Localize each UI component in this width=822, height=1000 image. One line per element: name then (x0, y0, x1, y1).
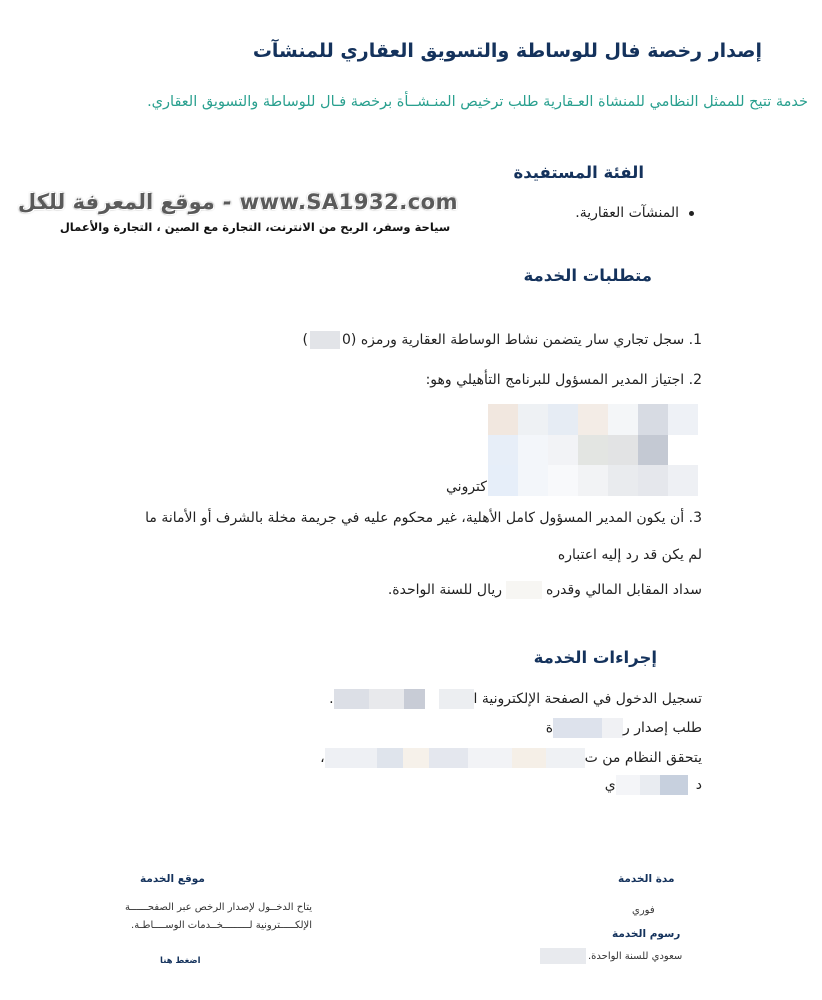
procedure-step-3-end: ، (320, 750, 325, 766)
requirement-3-continued: لم يكن قد رد إليه اعتباره (557, 547, 702, 563)
procedure-step-4-end: ي (604, 777, 616, 793)
requirement-2-fragment: كتروني (446, 479, 487, 495)
location-heading: موقع الخدمة (140, 873, 205, 885)
procedure-step-4-text: د (695, 777, 702, 793)
watermark-line2: سياحة وسفر، الربح من الانترنت، التجارة مع الصين ، التجارة والأعمال (59, 220, 451, 234)
requirements-heading: متطلبات الخدمة (523, 266, 652, 285)
location-text-1: يتاح الدخــول لإصدار الرخص عبر الصفحــــــة (124, 902, 312, 913)
requirement-1-close: ) (302, 332, 308, 348)
fees-value-text: سعودي للسنة الواحدة. (588, 951, 683, 962)
duration-value: فوري (632, 905, 655, 916)
click-here-link[interactable]: اضغط هنا (160, 956, 201, 966)
procedure-step-1-text: تسجيل الدخول في الصفحة الإلكترونية ا (473, 691, 702, 707)
procedure-step-2-end: ة (545, 720, 554, 736)
page-title: إصدار رخصة فال للوساطة والتسويق العقاري للمنشآت (252, 40, 762, 62)
procedure-step-3-text: يتحقق النظام من ت (584, 750, 702, 766)
redacted-block (325, 748, 585, 768)
fee-prefix: سداد المقابل المالي وقدره (546, 582, 702, 598)
redacted-block (540, 948, 586, 964)
watermark (17, 190, 458, 234)
requirement-1-code: 0 (342, 332, 351, 348)
redacted-pixel-block (488, 404, 698, 496)
procedure-step-2 (546, 718, 702, 738)
procedure-step-1-end: . (329, 691, 334, 707)
procedure-step-4 (605, 775, 702, 795)
requirement-3: 3. أن يكون المدير المسؤول كامل الأهلية، غير محكوم عليه في جريمة مخلة بالشرف أو الأمانة ما (145, 510, 702, 526)
beneficiary-heading: الفئة المستفيدة (513, 163, 644, 182)
watermark-line1: www.SA1932.com - موقع المعرفة للكل (17, 190, 458, 214)
procedures-heading: إجراءات الخدمة (533, 648, 657, 667)
redacted-block (310, 331, 340, 349)
procedure-step-1 (329, 689, 702, 709)
requirement-1-text: 1. سجل تجاري سار يتضمن نشاط الوساطة العقارية ورمزه ( (350, 332, 702, 348)
requirement-fee (388, 581, 702, 599)
fees-heading: رسوم الخدمة (612, 928, 681, 940)
redacted-block (616, 775, 696, 795)
beneficiary-item-text: المنشآت العقارية. (575, 205, 679, 221)
page-subtitle: خدمة تتيح للممثل النظامي للمنشاة العـقارية طلب ترخيص المنـشــأة برخصة فـال للوساطة والتسويق العقاري. (147, 94, 808, 110)
fees-value (540, 948, 682, 964)
requirement-1 (303, 331, 702, 349)
requirement-2: 2. اجتياز المدير المسؤول للبرنامج التأهيلي وهو: (425, 372, 702, 388)
procedure-step-2-text: طلب إصدار ر (623, 720, 702, 736)
beneficiary-item (575, 205, 694, 221)
fee-suffix: ريال للسنة الواحدة. (387, 582, 502, 598)
location-text-2: الإلكـــــترونية لـــــــــخــدمات الوســــاطـة. (131, 920, 312, 931)
bullet-icon (689, 211, 694, 216)
procedure-step-3 (320, 748, 702, 768)
redacted-block (334, 689, 474, 709)
duration-heading: مدة الخدمة (618, 873, 675, 885)
redacted-block (553, 718, 623, 738)
redacted-block (506, 581, 542, 599)
